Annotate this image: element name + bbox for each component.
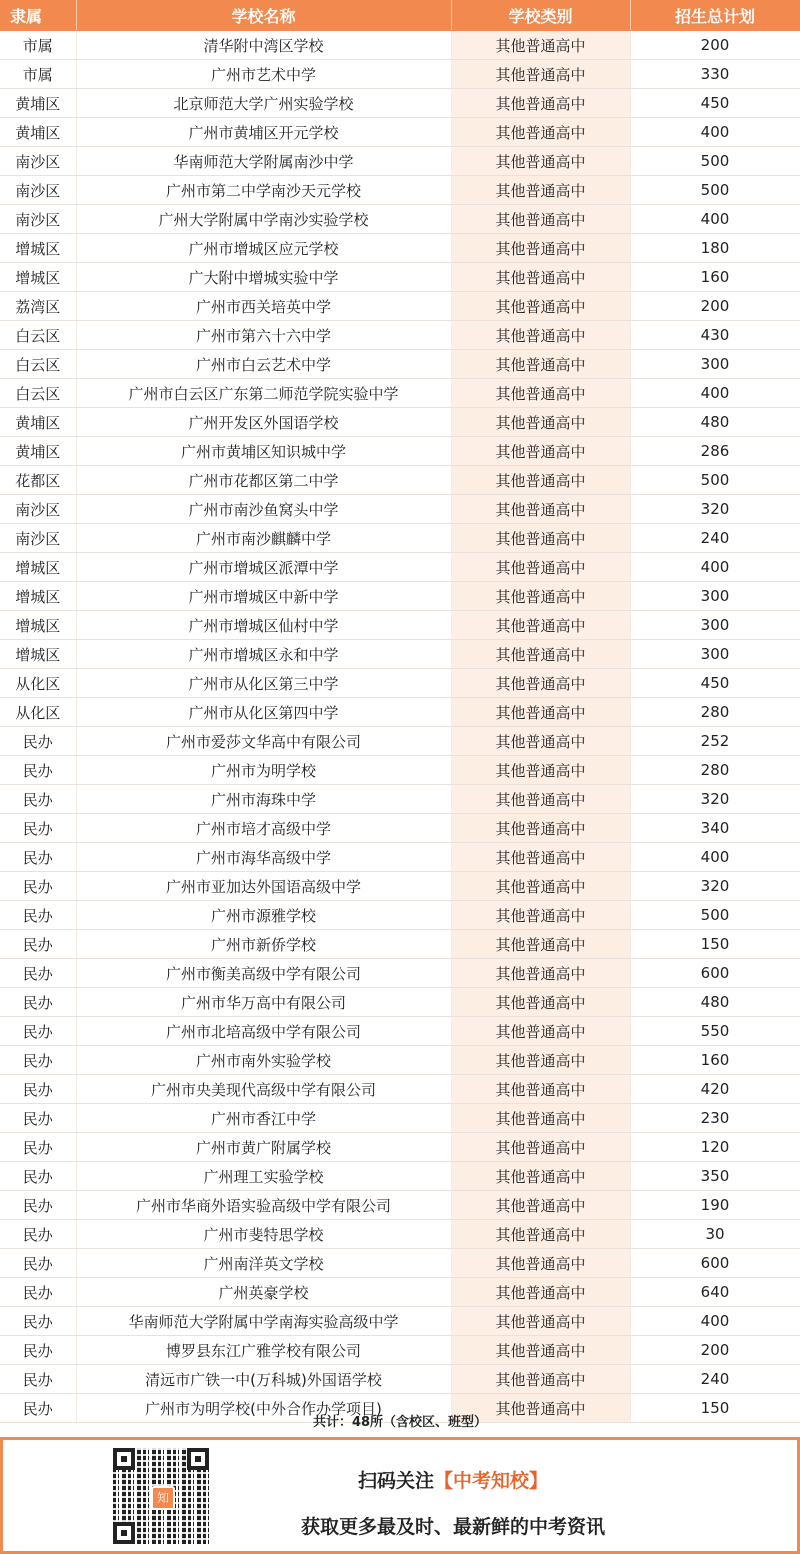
cell-affiliation: 民办 — [0, 930, 76, 959]
cell-school-name: 广州市海珠中学 — [76, 785, 451, 814]
table-row — [0, 31, 800, 60]
cell-school-name: 广州市黄埔区知识城中学 — [76, 437, 451, 466]
cell-enrollment-plan: 180 — [630, 234, 800, 263]
header-school-type: 学校类别 — [451, 0, 630, 31]
cell-school-name: 广州市爱莎文华高中有限公司 — [76, 727, 451, 756]
cell-school-name: 广州市华商外语实验高级中学有限公司 — [76, 1191, 451, 1220]
cell-enrollment-plan: 640 — [630, 1278, 800, 1307]
cell-school-type: 其他普通高中 — [451, 350, 630, 379]
table-row — [0, 1162, 800, 1191]
cell-enrollment-plan: 160 — [630, 263, 800, 292]
table-row — [0, 756, 800, 785]
table-row — [0, 89, 800, 118]
cell-enrollment-plan: 230 — [630, 1104, 800, 1133]
cell-affiliation: 民办 — [0, 1191, 76, 1220]
cell-enrollment-plan: 286 — [630, 437, 800, 466]
cell-school-name: 广州市第六十六中学 — [76, 321, 451, 350]
cell-school-type: 其他普通高中 — [451, 1278, 630, 1307]
cell-enrollment-plan: 400 — [630, 1307, 800, 1336]
table-row — [0, 379, 800, 408]
cell-school-type: 其他普通高中 — [451, 843, 630, 872]
header-enrollment-plan: 招生总计划 — [630, 0, 800, 31]
footer-follow-prefix: 扫码关注 — [357, 1470, 434, 1492]
table-row — [0, 60, 800, 89]
cell-school-name: 广州大学附属中学南沙实验学校 — [76, 205, 451, 234]
cell-school-name: 广州市南沙鱼窝头中学 — [76, 495, 451, 524]
cell-affiliation: 民办 — [0, 1017, 76, 1046]
cell-school-name: 广州市从化区第四中学 — [76, 698, 451, 727]
cell-school-type: 其他普通高中 — [451, 698, 630, 727]
cell-school-name: 广州市南外实验学校 — [76, 1046, 451, 1075]
cell-school-type: 其他普通高中 — [451, 1075, 630, 1104]
cell-enrollment-plan: 500 — [630, 147, 800, 176]
cell-enrollment-plan: 400 — [630, 118, 800, 147]
table-row — [0, 350, 800, 379]
table-row — [0, 118, 800, 147]
cell-affiliation: 民办 — [0, 959, 76, 988]
table-row — [0, 1104, 800, 1133]
table-row — [0, 1278, 800, 1307]
table-row — [0, 1191, 800, 1220]
table-row — [0, 176, 800, 205]
cell-affiliation: 民办 — [0, 1336, 76, 1365]
table-row — [0, 611, 800, 640]
cell-school-type: 其他普通高中 — [451, 292, 630, 321]
cell-enrollment-plan: 280 — [630, 698, 800, 727]
cell-affiliation: 民办 — [0, 1046, 76, 1075]
cell-school-type: 其他普通高中 — [451, 60, 630, 89]
cell-school-type: 其他普通高中 — [451, 379, 630, 408]
cell-affiliation: 民办 — [0, 843, 76, 872]
cell-affiliation: 花都区 — [0, 466, 76, 495]
cell-school-type: 其他普通高中 — [451, 1220, 630, 1249]
cell-school-type: 其他普通高中 — [451, 408, 630, 437]
cell-school-name: 广州市香江中学 — [76, 1104, 451, 1133]
table-row — [0, 205, 800, 234]
cell-school-name: 广州市花都区第二中学 — [76, 466, 451, 495]
table-body — [0, 31, 800, 1423]
cell-school-type: 其他普通高中 — [451, 524, 630, 553]
cell-school-type: 其他普通高中 — [451, 1191, 630, 1220]
cell-affiliation: 民办 — [0, 988, 76, 1017]
table-row — [0, 321, 800, 350]
cell-school-type: 其他普通高中 — [451, 176, 630, 205]
cell-enrollment-plan: 480 — [630, 408, 800, 437]
cell-affiliation: 市属 — [0, 31, 76, 60]
table-row — [0, 1249, 800, 1278]
cell-school-type: 其他普通高中 — [451, 1249, 630, 1278]
cell-school-type: 其他普通高中 — [451, 669, 630, 698]
cell-affiliation: 白云区 — [0, 321, 76, 350]
cell-school-name: 广州市西关培英中学 — [76, 292, 451, 321]
cell-affiliation: 民办 — [0, 1104, 76, 1133]
cell-school-type: 其他普通高中 — [451, 611, 630, 640]
table-row — [0, 1220, 800, 1249]
cell-affiliation: 白云区 — [0, 379, 76, 408]
cell-affiliation: 民办 — [0, 1394, 76, 1423]
table-row — [0, 727, 800, 756]
cell-affiliation: 民办 — [0, 814, 76, 843]
table-row — [0, 901, 800, 930]
table-row — [0, 930, 800, 959]
cell-affiliation: 南沙区 — [0, 524, 76, 553]
total-summary: 共计：48所（含校区、班型） — [312, 1415, 488, 1430]
cell-school-type: 其他普通高中 — [451, 321, 630, 350]
cell-enrollment-plan: 450 — [630, 89, 800, 118]
table-row — [0, 582, 800, 611]
qr-finder-icon — [113, 1448, 135, 1470]
cell-affiliation: 南沙区 — [0, 147, 76, 176]
cell-enrollment-plan: 280 — [630, 756, 800, 785]
table-row — [0, 988, 800, 1017]
cell-enrollment-plan: 420 — [630, 1075, 800, 1104]
cell-enrollment-plan: 120 — [630, 1133, 800, 1162]
cell-school-type: 其他普通高中 — [451, 1365, 630, 1394]
cell-enrollment-plan: 350 — [630, 1162, 800, 1191]
cell-school-name: 广州市华万高中有限公司 — [76, 988, 451, 1017]
cell-enrollment-plan: 400 — [630, 553, 800, 582]
cell-affiliation: 民办 — [0, 1278, 76, 1307]
table-row — [0, 1365, 800, 1394]
table-row — [0, 640, 800, 669]
cell-enrollment-plan: 240 — [630, 1365, 800, 1394]
cell-affiliation: 民办 — [0, 1220, 76, 1249]
cell-affiliation: 增城区 — [0, 611, 76, 640]
header-affiliation: 隶属 — [0, 0, 76, 31]
cell-school-name: 广州开发区外国语学校 — [76, 408, 451, 437]
cell-enrollment-plan: 500 — [630, 176, 800, 205]
cell-enrollment-plan: 400 — [630, 843, 800, 872]
cell-school-name: 华南师范大学附属中学南海实验高级中学 — [76, 1307, 451, 1336]
cell-school-name: 广州市黄埔区开元学校 — [76, 118, 451, 147]
cell-affiliation: 增城区 — [0, 553, 76, 582]
cell-enrollment-plan: 550 — [630, 1017, 800, 1046]
cell-school-name: 广州市央美现代高级中学有限公司 — [76, 1075, 451, 1104]
cell-enrollment-plan: 300 — [630, 350, 800, 379]
cell-school-name: 广州市白云艺术中学 — [76, 350, 451, 379]
table-row — [0, 1075, 800, 1104]
cell-enrollment-plan: 330 — [630, 60, 800, 89]
footer-tagline: 获取更多最及时、最新鲜的中考资讯 — [300, 1516, 605, 1538]
cell-school-type: 其他普通高中 — [451, 959, 630, 988]
cell-school-name: 广州市培才高级中学 — [76, 814, 451, 843]
cell-affiliation: 增城区 — [0, 582, 76, 611]
cell-school-type: 其他普通高中 — [451, 756, 630, 785]
cell-affiliation: 市属 — [0, 60, 76, 89]
cell-affiliation: 增城区 — [0, 640, 76, 669]
cell-school-name: 广州市增城区仙村中学 — [76, 611, 451, 640]
cell-enrollment-plan: 500 — [630, 901, 800, 930]
cell-school-type: 其他普通高中 — [451, 118, 630, 147]
cell-enrollment-plan: 430 — [630, 321, 800, 350]
table-row — [0, 234, 800, 263]
cell-enrollment-plan: 340 — [630, 814, 800, 843]
cell-school-type: 其他普通高中 — [451, 1394, 630, 1423]
cell-enrollment-plan: 320 — [630, 872, 800, 901]
cell-school-name: 广州市南沙麒麟中学 — [76, 524, 451, 553]
cell-affiliation: 民办 — [0, 785, 76, 814]
footer-follow-text — [233, 1466, 673, 1493]
cell-school-name: 广州英豪学校 — [76, 1278, 451, 1307]
table-row — [0, 814, 800, 843]
cell-school-type: 其他普通高中 — [451, 988, 630, 1017]
cell-enrollment-plan: 200 — [630, 292, 800, 321]
header-school-name: 学校名称 — [76, 0, 451, 31]
cell-school-type: 其他普通高中 — [451, 495, 630, 524]
cell-affiliation: 黄埔区 — [0, 408, 76, 437]
cell-affiliation: 南沙区 — [0, 495, 76, 524]
cell-affiliation: 增城区 — [0, 234, 76, 263]
cell-school-name: 广州市增城区中新中学 — [76, 582, 451, 611]
cell-school-type: 其他普通高中 — [451, 147, 630, 176]
table-row — [0, 408, 800, 437]
cell-school-name: 广州市从化区第三中学 — [76, 669, 451, 698]
cell-enrollment-plan: 300 — [630, 611, 800, 640]
cell-enrollment-plan: 200 — [630, 31, 800, 60]
cell-school-type: 其他普通高中 — [451, 1336, 630, 1365]
cell-affiliation: 黄埔区 — [0, 118, 76, 147]
cell-school-type: 其他普通高中 — [451, 263, 630, 292]
cell-school-name: 清华附中湾区学校 — [76, 31, 451, 60]
cell-school-name: 广州市第二中学南沙天元学校 — [76, 176, 451, 205]
table-row — [0, 147, 800, 176]
cell-school-name: 广大附中增城实验中学 — [76, 263, 451, 292]
cell-enrollment-plan: 190 — [630, 1191, 800, 1220]
table-row — [0, 292, 800, 321]
cell-affiliation: 民办 — [0, 1133, 76, 1162]
cell-enrollment-plan: 480 — [630, 988, 800, 1017]
cell-school-type: 其他普通高中 — [451, 1307, 630, 1336]
cell-affiliation: 黄埔区 — [0, 89, 76, 118]
cell-school-type: 其他普通高中 — [451, 814, 630, 843]
cell-affiliation: 民办 — [0, 1365, 76, 1394]
cell-affiliation: 从化区 — [0, 669, 76, 698]
cell-affiliation: 民办 — [0, 1075, 76, 1104]
cell-school-type: 其他普通高中 — [451, 1104, 630, 1133]
cell-school-type: 其他普通高中 — [451, 234, 630, 263]
qr-logo-icon: 知 — [151, 1486, 175, 1510]
cell-school-type: 其他普通高中 — [451, 640, 630, 669]
table-row — [0, 466, 800, 495]
cell-affiliation: 白云区 — [0, 350, 76, 379]
cell-enrollment-plan: 300 — [630, 582, 800, 611]
table-row — [0, 785, 800, 814]
cell-school-type: 其他普通高中 — [451, 466, 630, 495]
cell-school-type: 其他普通高中 — [451, 785, 630, 814]
cell-school-type: 其他普通高中 — [451, 1133, 630, 1162]
cell-school-type: 其他普通高中 — [451, 930, 630, 959]
cell-enrollment-plan: 200 — [630, 1336, 800, 1365]
table-row — [0, 1336, 800, 1365]
cell-affiliation: 从化区 — [0, 698, 76, 727]
cell-enrollment-plan: 240 — [630, 524, 800, 553]
table-row — [0, 669, 800, 698]
cell-affiliation: 南沙区 — [0, 176, 76, 205]
table-row — [0, 698, 800, 727]
cell-school-name: 广州市源雅学校 — [76, 901, 451, 930]
cell-school-type: 其他普通高中 — [451, 437, 630, 466]
cell-school-type: 其他普通高中 — [451, 553, 630, 582]
cell-school-type: 其他普通高中 — [451, 1017, 630, 1046]
cell-school-name: 广州理工实验学校 — [76, 1162, 451, 1191]
table-row — [0, 437, 800, 466]
cell-school-type: 其他普通高中 — [451, 727, 630, 756]
cell-enrollment-plan: 160 — [630, 1046, 800, 1075]
cell-school-type: 其他普通高中 — [451, 89, 630, 118]
footer-banner — [0, 1437, 800, 1554]
cell-school-name: 广州市增城区永和中学 — [76, 640, 451, 669]
cell-school-type: 其他普通高中 — [451, 1046, 630, 1075]
cell-school-name: 广州市为明学校(中外合作办学项目) — [76, 1394, 451, 1423]
table-row — [0, 1017, 800, 1046]
cell-school-name: 广州市海华高级中学 — [76, 843, 451, 872]
cell-school-name: 清远市广铁一中(万科城)外国语学校 — [76, 1365, 451, 1394]
cell-affiliation: 民办 — [0, 756, 76, 785]
cell-affiliation: 民办 — [0, 1307, 76, 1336]
cell-enrollment-plan: 320 — [630, 495, 800, 524]
cell-affiliation: 民办 — [0, 1249, 76, 1278]
cell-school-name: 广州南洋英文学校 — [76, 1249, 451, 1278]
table-row — [0, 1307, 800, 1336]
table-row — [0, 1046, 800, 1075]
cell-school-name: 广州市白云区广东第二师范学院实验中学 — [76, 379, 451, 408]
cell-enrollment-plan: 150 — [630, 1394, 800, 1423]
cell-affiliation: 增城区 — [0, 263, 76, 292]
table-row — [0, 553, 800, 582]
table-row — [0, 524, 800, 553]
cell-school-name: 华南师范大学附属南沙中学 — [76, 147, 451, 176]
qr-finder-icon — [113, 1522, 135, 1544]
cell-school-type: 其他普通高中 — [451, 872, 630, 901]
table-header-row — [0, 0, 800, 31]
cell-school-name: 北京师范大学广州实验学校 — [76, 89, 451, 118]
cell-affiliation: 民办 — [0, 901, 76, 930]
cell-school-name: 广州市为明学校 — [76, 756, 451, 785]
cell-affiliation: 荔湾区 — [0, 292, 76, 321]
cell-school-name: 广州市增城区应元学校 — [76, 234, 451, 263]
qr-finder-icon — [187, 1448, 209, 1470]
cell-school-type: 其他普通高中 — [451, 582, 630, 611]
cell-school-name: 广州市衡美高级中学有限公司 — [76, 959, 451, 988]
table-row — [0, 1133, 800, 1162]
cell-school-name: 广州市增城区派潭中学 — [76, 553, 451, 582]
cell-enrollment-plan: 450 — [630, 669, 800, 698]
table-row — [0, 263, 800, 292]
cell-enrollment-plan: 300 — [630, 640, 800, 669]
cell-enrollment-plan: 400 — [630, 205, 800, 234]
cell-affiliation: 民办 — [0, 727, 76, 756]
table-row — [0, 843, 800, 872]
cell-school-name: 广州市斐特思学校 — [76, 1220, 451, 1249]
table-row — [0, 495, 800, 524]
cell-school-type: 其他普通高中 — [451, 205, 630, 234]
cell-school-name: 广州市北培高级中学有限公司 — [76, 1017, 451, 1046]
cell-enrollment-plan: 320 — [630, 785, 800, 814]
cell-enrollment-plan: 500 — [630, 466, 800, 495]
cell-affiliation: 民办 — [0, 1162, 76, 1191]
cell-enrollment-plan: 600 — [630, 959, 800, 988]
cell-affiliation: 民办 — [0, 872, 76, 901]
cell-school-type: 其他普通高中 — [451, 31, 630, 60]
cell-enrollment-plan: 150 — [630, 930, 800, 959]
footer-account-name: 【中考知校】 — [434, 1470, 549, 1492]
table-row — [0, 959, 800, 988]
cell-school-type: 其他普通高中 — [451, 901, 630, 930]
cell-school-type: 其他普通高中 — [451, 1162, 630, 1191]
qr-code-icon — [113, 1448, 209, 1544]
cell-enrollment-plan: 252 — [630, 727, 800, 756]
cell-school-name: 博罗县东江广雅学校有限公司 — [76, 1336, 451, 1365]
cell-affiliation: 南沙区 — [0, 205, 76, 234]
table-row — [0, 872, 800, 901]
cell-school-name: 广州市艺术中学 — [76, 60, 451, 89]
cell-enrollment-plan: 600 — [630, 1249, 800, 1278]
cell-school-name: 广州市新侨学校 — [76, 930, 451, 959]
cell-enrollment-plan: 30 — [630, 1220, 800, 1249]
cell-enrollment-plan: 400 — [630, 379, 800, 408]
cell-school-name: 广州市黄广附属学校 — [76, 1133, 451, 1162]
cell-affiliation: 黄埔区 — [0, 437, 76, 466]
cell-school-name: 广州市亚加达外国语高级中学 — [76, 872, 451, 901]
